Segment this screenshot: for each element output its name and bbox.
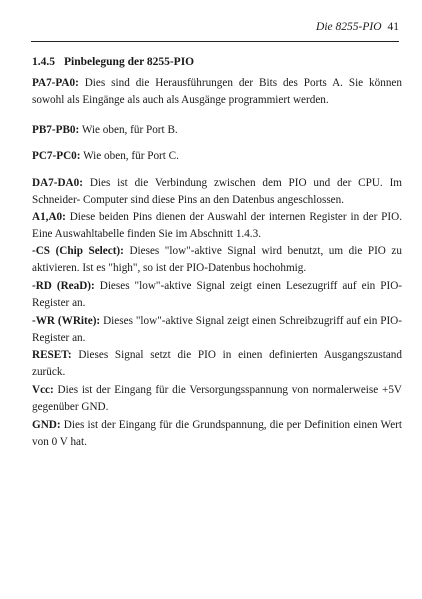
desc-gnd: Dies ist der Eingang für die Grundspannung, die per Definition einen Wert von 0 V hat. [32,419,402,448]
desc-pb: Wie oben, für Port B. [79,124,178,136]
section-heading [32,56,194,68]
paragraph-gnd [32,417,402,450]
term-pb: PB7-PB0: [32,124,80,136]
term-pa: PA7-PA0: [32,77,79,89]
paragraph-pc [32,148,402,165]
term-rd: -RD (ReaD): [32,280,95,292]
desc-pa: Dies sind die Herausführungen der Bits des Ports A. Sie können sowohl als Eingänge als auch als Ausgänge programmiert werden. [32,77,402,106]
desc-pc: Wie oben, für Port C. [80,150,179,162]
term-da: DA7-DA0: [32,177,83,189]
desc-reset: Dieses Signal setzt die PIO in einen definierten Ausgangszustand zurück. [32,349,402,378]
desc-wr: Dieses "low"-aktive Signal zeigt einen Schreibzugriff auf ein PIO-Register an. [32,315,402,344]
term-wr: -WR (WRite): [32,315,101,327]
term-vcc: Vcc: [32,384,54,396]
page-number: 41 [387,21,399,33]
paragraph-rd [32,278,402,311]
desc-vcc: Dies ist der Eingang für die Versorgungsspannung von normalerweise +5V gegenüber GND. [32,384,402,413]
paragraph-cs [32,243,402,276]
term-gnd: GND: [32,419,61,431]
header-rule [31,41,399,42]
paragraph-vcc [32,382,402,415]
paragraph-da [32,175,402,208]
desc-da: Dies ist die Verbindung zwischen dem PIO und der CPU. Im Schneider- Computer sind diese Pins an den Datenbus angeschlossen. [32,177,402,206]
paragraph-wr [32,313,402,346]
term-pc: PC7-PC0: [32,150,81,162]
page-header [316,21,399,33]
desc-a1a0: Diese beiden Pins dienen der Auswahl der internen Register in der PIO. Eine Auswahltabelle finden Sie im Abschnitt 1.4.3. [32,211,402,240]
paragraph-pa [32,75,402,108]
paragraph-pb [32,122,402,139]
term-reset: RESET: [32,349,72,361]
paragraph-reset [32,347,402,380]
running-title: Die 8255-PIO [316,21,382,33]
paragraph-a1a0 [32,209,402,242]
desc-cs: Dieses "low"-aktive Signal wird benutzt, um die PIO zu aktivieren. Ist es "high", so ist der PIO-Datenbus hochohmig. [32,245,402,274]
section-title: Pinbelegung der 8255-PIO [64,56,195,68]
desc-rd: Dieses "low"-aktive Signal zeigt einen Lesezugriff auf ein PIO-Register an. [32,280,403,309]
term-cs: -CS (Chip Select): [32,245,124,257]
term-a1a0: A1,A0: [32,211,66,223]
section-number: 1.4.5 [32,56,55,68]
